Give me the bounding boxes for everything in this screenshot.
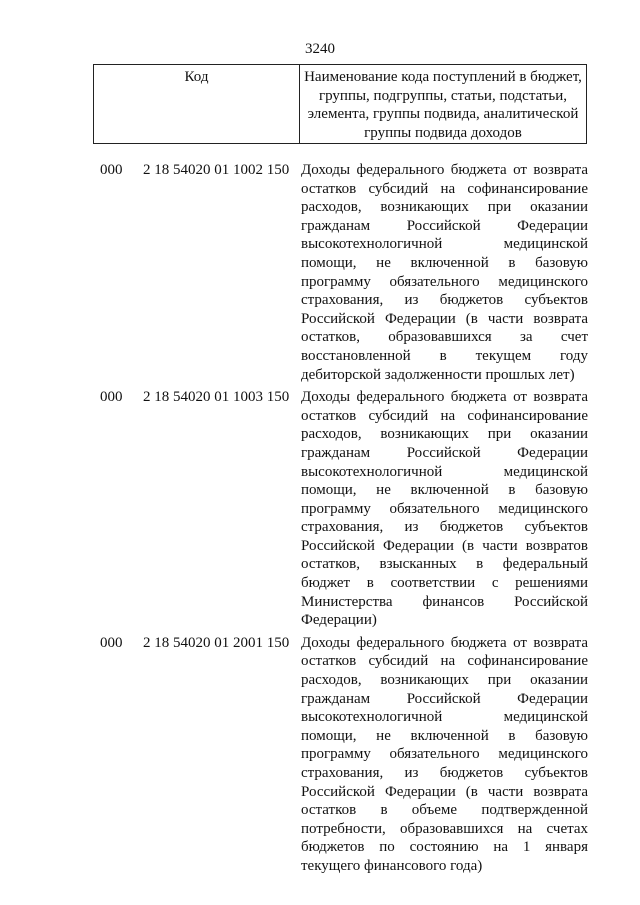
page-number: 3240	[305, 41, 335, 57]
admin-code: 000	[100, 634, 123, 651]
admin-code: 000	[100, 389, 123, 406]
income-code: 2 18 54020 01 2001 150	[143, 634, 290, 651]
admin-code: 000	[100, 162, 123, 178]
name-column-header: Наименование кода поступлений в бюджет, группы, подгруппы, статьи, подстатьи, элемента, группы подвида, аналитической группы подвида доходов	[300, 65, 587, 144]
income-code: 2 18 54020 01 1003 150	[143, 389, 290, 406]
code-column-header: Код	[94, 65, 300, 144]
income-description: Доходы федерального бюджета от возврата остатков субсидий на софинансирование расходов, возникающих при оказании гражданам Российской Федерации высокотехнологичной медицинской помощи, не включенной в базовую программу обязательного медицинского страхования, из бюджетов субъектов Российской Федерации (в части возвратов остатков, взысканных в федеральный бюджет в соответствии с решениями Министерства финансов Российской Федерации)	[301, 389, 588, 629]
list-item	[0, 388, 640, 630]
income-code: 2 18 54020 01 1002 150	[143, 162, 290, 178]
header-table	[93, 64, 587, 144]
income-description: Доходы федерального бюджета от возврата остатков субсидий на софинансирование расходов, возникающих при оказании гражданам Российской Федерации высокотехнологичной медицинской помощи, не включенной в базовую программу обязательного медицинского страхования, из бюджетов субъектов Российской Федерации (в части возврата остатков, образовавшихся за счет восстановленной в текущем году дебиторской задолженности прошлых лет)	[301, 162, 588, 383]
income-code-list	[0, 161, 640, 880]
list-item	[0, 161, 640, 384]
list-item	[0, 634, 640, 876]
income-description: Доходы федерального бюджета от возврата остатков субсидий на софинансирование расходов, возникающих при оказании гражданам Российской Федерации высокотехнологичной медицинской помощи, не включенной в базовую программу обязательного медицинского страхования, из бюджетов субъектов Российской Федерации (в части возврата остатков в объеме подтвержденной потребности, образовавшихся на счетах бюджетов по состоянию на 1 января текущего финансового года)	[301, 634, 588, 874]
header-row	[94, 65, 587, 144]
